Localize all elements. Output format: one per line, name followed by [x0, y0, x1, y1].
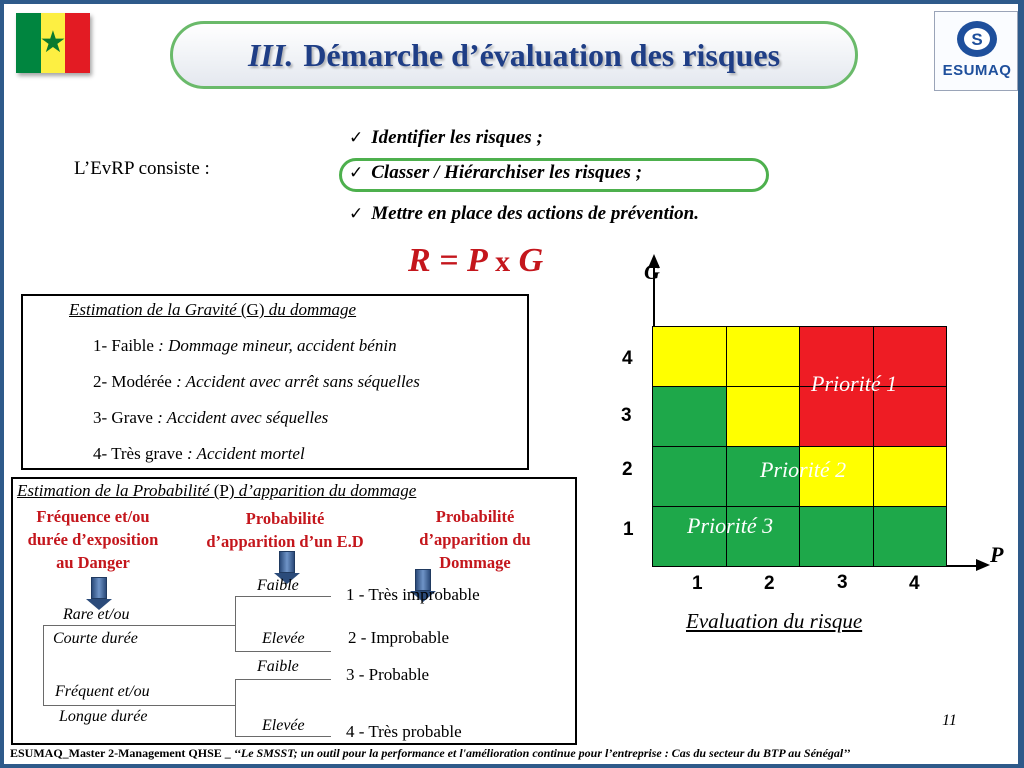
matrix-cell-g3-p2 — [726, 386, 801, 447]
intro-item-3 — [349, 203, 699, 225]
exposure-2b: Longue durée — [59, 708, 148, 725]
intro-item-2 — [349, 162, 642, 184]
ed-header-line: d’apparition d’un E.D — [206, 532, 364, 551]
title-banner — [170, 21, 858, 89]
matrix-cell-g1-p3 — [799, 506, 874, 567]
p-tick-2: 2 — [764, 573, 775, 594]
risk-formula — [408, 242, 543, 280]
gravity-level-label: 3- Grave — [93, 408, 153, 427]
page-number: 11 — [942, 712, 957, 729]
ed-level-1: Faible — [257, 577, 299, 594]
prob-level-4: 4 - Très probable — [346, 722, 462, 741]
matrix-caption: Evaluation du risque — [686, 609, 863, 633]
tree-line — [43, 705, 235, 706]
tree-line — [43, 625, 235, 626]
g-tick-2: 2 — [622, 459, 633, 480]
gravity-level-2 — [93, 372, 420, 392]
matrix-cell-g2-p1 — [652, 446, 727, 507]
damage-header-line: Probabilité — [435, 507, 515, 526]
tree-line — [235, 679, 236, 736]
intro-item-3-text: Mettre en place des actions de prévention. — [371, 203, 699, 224]
matrix-cell-g3-p1 — [652, 386, 727, 447]
ed-level-4: Elevée — [262, 717, 305, 734]
p-tick-3: 3 — [837, 572, 848, 593]
p-axis-arrow-icon — [976, 559, 990, 571]
tree-line — [235, 736, 331, 737]
priority-1-label: Priorité 1 — [811, 371, 898, 396]
gravity-level-label: 2- Modérée — [93, 372, 172, 391]
gravity-title-c: du dommage — [264, 300, 357, 319]
exposure-header-line: au Danger — [56, 553, 130, 572]
exposure-header-line: Fréquence et/ou — [36, 507, 150, 526]
matrix-cell-g4-p1 — [652, 326, 727, 387]
exposure-2a: Fréquent et/ou — [55, 683, 150, 700]
p-tick-4: 4 — [909, 573, 920, 594]
prob-level-2: 2 - Improbable — [348, 628, 450, 647]
slide — [4, 4, 1018, 764]
tree-line — [43, 625, 44, 705]
g-axis-label: G — [644, 259, 660, 284]
down-arrow-icon — [91, 577, 107, 599]
logo-emblem-icon — [935, 12, 1018, 62]
damage-header-line: d’apparition du — [419, 530, 531, 549]
exposure-header — [13, 505, 173, 574]
gravity-level-label: 1- Faible — [93, 336, 154, 355]
g-tick-1: 1 — [623, 519, 634, 540]
svg-text:S: S — [971, 30, 983, 49]
exposure-header-line: durée d’exposition — [27, 530, 159, 549]
down-arrow-icon — [279, 551, 295, 573]
formula-r-p: R = P — [408, 242, 487, 279]
matrix-cell-g4-p2 — [726, 326, 801, 387]
probability-title-a: Estimation de la Probabilité — [17, 481, 214, 500]
probability-title-c: d’apparition du dommage — [234, 481, 417, 500]
footer-program: ESUMAQ_Master 2-Management QHSE _ — [10, 746, 234, 760]
prob-level-1: 1 - Très improbable — [346, 585, 480, 604]
gravity-level-1 — [93, 336, 397, 356]
gravity-level-desc: : Dommage mineur, accident bénin — [153, 336, 397, 355]
ed-header-line: Probabilité — [245, 509, 325, 528]
exposure-1b: Courte durée — [53, 630, 138, 647]
footer-thesis-title: ‘‘Le SMSST; un outil pour la performance et l'amélioration continue pour l’entreprise : Cas du secteur du BTP au Sénégal’’ — [233, 746, 851, 760]
ed-level-3: Faible — [257, 658, 299, 675]
matrix-cell-g1-p4 — [873, 506, 948, 567]
intro-item-1 — [349, 127, 543, 149]
intro-item-1-text: Identifier les risques ; — [371, 127, 543, 148]
ed-level-2: Elevée — [262, 630, 305, 647]
priority-2-label: Priorité 2 — [760, 457, 847, 482]
check-icon: ✓ — [349, 128, 364, 148]
p-tick-1: 1 — [692, 573, 703, 594]
gravity-level-desc: : Accident avec arrêt sans séquelles — [171, 372, 420, 391]
logo-text: ESUMAQ — [942, 62, 1012, 79]
g-tick-4: 4 — [622, 348, 633, 369]
gravity-level-desc: : Accident avec séquelles — [152, 408, 329, 427]
tree-line — [235, 679, 331, 680]
gravity-level-4 — [93, 444, 305, 464]
prob-level-3: 3 - Probable — [346, 665, 430, 684]
tree-line — [235, 596, 236, 651]
exposure-1a: Rare et/ou — [63, 606, 130, 623]
gravity-level-desc: : Accident mortel — [182, 444, 305, 463]
check-icon: ✓ — [349, 163, 364, 183]
formula-x: x — [495, 245, 511, 278]
gravity-title-a: Estimation de la Gravité — [69, 300, 241, 319]
p-axis-label: P — [990, 542, 1004, 567]
check-icon: ✓ — [349, 204, 364, 224]
intro-item-2-text: Classer / Hiérarchiser les risques ; — [371, 162, 643, 183]
tree-line — [235, 596, 331, 597]
tree-line — [235, 651, 331, 652]
gravity-level-label: 4- Très grave — [93, 444, 183, 463]
senegal-flag-icon: ★ — [16, 13, 90, 73]
damage-header-line: Dommage — [439, 553, 511, 572]
probability-box — [11, 477, 577, 745]
ed-header — [185, 507, 385, 553]
page-title — [248, 37, 780, 74]
footer — [10, 746, 850, 761]
probability-title-b: (P) — [213, 481, 235, 500]
gravity-level-3 — [93, 408, 328, 428]
title-text: Démarche d’évaluation des risques — [303, 36, 781, 73]
formula-g: G — [518, 242, 544, 279]
probability-title — [17, 481, 416, 501]
gravity-title-b: (G) — [240, 300, 265, 319]
esumaq-logo — [934, 11, 1018, 91]
damage-header — [395, 505, 555, 574]
gravity-title — [69, 300, 356, 320]
gravity-box — [21, 294, 529, 470]
priority-3-label: Priorité 3 — [687, 513, 774, 538]
intro-lead: L’EvRP consiste : — [74, 158, 210, 179]
title-number: III. — [247, 36, 294, 73]
matrix-cell-g2-p4 — [873, 446, 948, 507]
g-tick-3: 3 — [621, 405, 632, 426]
